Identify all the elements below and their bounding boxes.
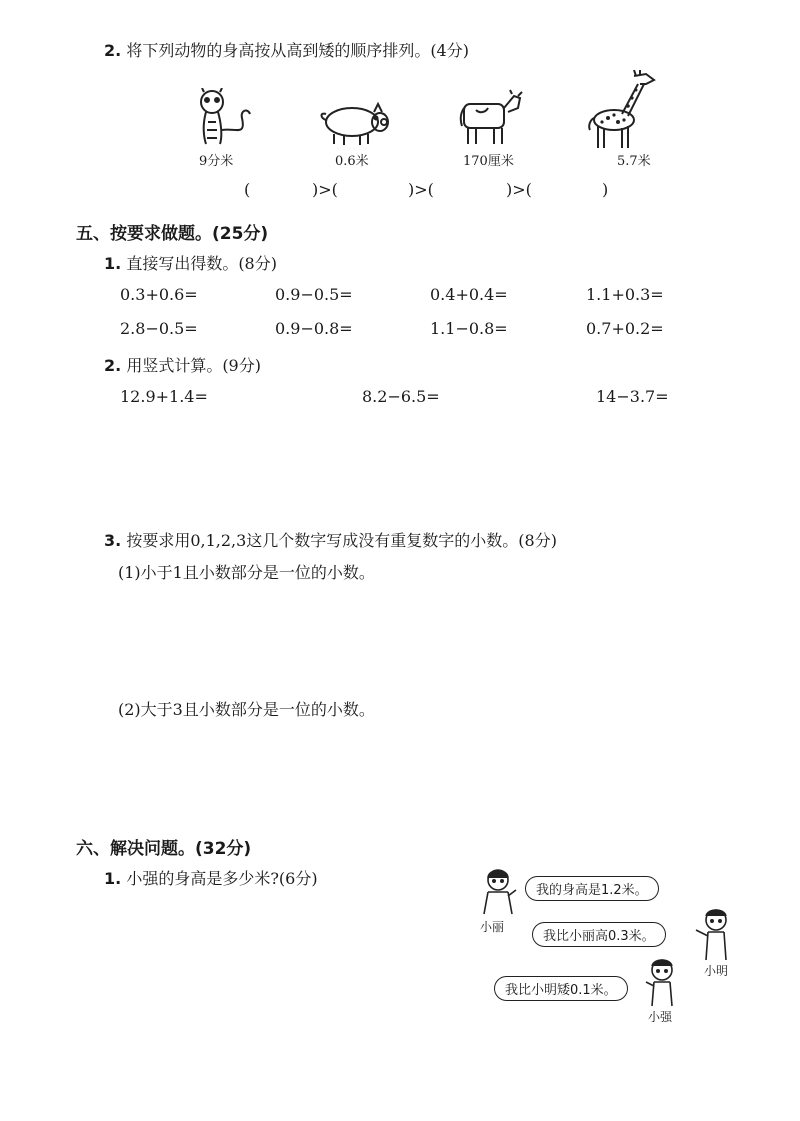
vertical-calc-item: 12.9+1.4= (120, 387, 208, 406)
tiger-icon (192, 88, 256, 148)
s5-q3-sub2: (2)大于3且小数部分是一位的小数。 (118, 700, 375, 719)
calc-item: 0.9−0.8= (275, 319, 353, 338)
q2-number: 2. (104, 41, 122, 60)
name-xiaoli: 小丽 (480, 920, 505, 934)
pig-icon (318, 100, 394, 148)
boy-icon (642, 956, 682, 1008)
name-xiaoming: 小明 (704, 964, 729, 978)
s5-q2-number: 2. (104, 356, 122, 375)
vertical-calc-item: 14−3.7= (596, 387, 669, 406)
girl-icon (480, 866, 520, 916)
s6-q1-heading (104, 866, 318, 889)
speech-bubble-xiaoming: 我比小丽高0.3米。 (532, 922, 666, 947)
cow-height: 170厘米 (463, 154, 514, 169)
s5-q1-heading (104, 251, 277, 274)
cow-icon (458, 88, 524, 148)
s5-q2-heading (104, 353, 261, 376)
order-paren-1: ( (244, 180, 251, 199)
calc-item: 1.1+0.3= (586, 285, 664, 304)
q2-heading (104, 38, 469, 61)
boy-icon (694, 906, 734, 962)
order-paren-3: )>( (408, 180, 434, 199)
vertical-calc-item: 8.2−6.5= (362, 387, 440, 406)
section5-title: 五、按要求做题。(25分) (76, 224, 269, 244)
s5-q3-heading (104, 528, 557, 551)
order-paren-4: )>( (506, 180, 532, 199)
s5-q3-text: 按要求用0,1,2,3这几个数字写成没有重复数字的小数。(8分) (126, 531, 557, 550)
s5-q3-sub1: (1)小于1且小数部分是一位的小数。 (118, 563, 375, 582)
calc-item: 0.3+0.6= (120, 285, 198, 304)
q2-text: 将下列动物的身高按从高到矮的顺序排列。(4分) (126, 41, 469, 60)
s5-q1-number: 1. (104, 254, 122, 273)
calc-item: 0.9−0.5= (275, 285, 353, 304)
giraffe-icon (588, 70, 660, 150)
pig-height: 0.6米 (335, 154, 369, 169)
calc-item: 2.8−0.5= (120, 319, 198, 338)
s5-q2-text: 用竖式计算。(9分) (126, 356, 261, 375)
calc-item: 1.1−0.8= (430, 319, 508, 338)
order-paren-5: ) (602, 180, 609, 199)
s5-q3-number: 3. (104, 531, 122, 550)
speech-bubble-xiaoqiang: 我比小明矮0.1米。 (494, 976, 628, 1001)
calc-item: 0.7+0.2= (586, 319, 664, 338)
section6-title: 六、解决问题。(32分) (76, 839, 252, 859)
s5-q1-text: 直接写出得数。(8分) (126, 254, 277, 273)
s6-q1-number: 1. (104, 869, 122, 888)
order-paren-2: )>( (312, 180, 338, 199)
name-xiaoqiang: 小强 (648, 1010, 673, 1024)
giraffe-height: 5.7米 (617, 154, 651, 169)
s6-q1-text: 小强的身高是多少米?(6分) (126, 869, 318, 888)
tiger-height: 9分米 (199, 154, 234, 169)
calc-item: 0.4+0.4= (430, 285, 508, 304)
speech-bubble-xiaoli: 我的身高是1.2米。 (525, 876, 659, 901)
